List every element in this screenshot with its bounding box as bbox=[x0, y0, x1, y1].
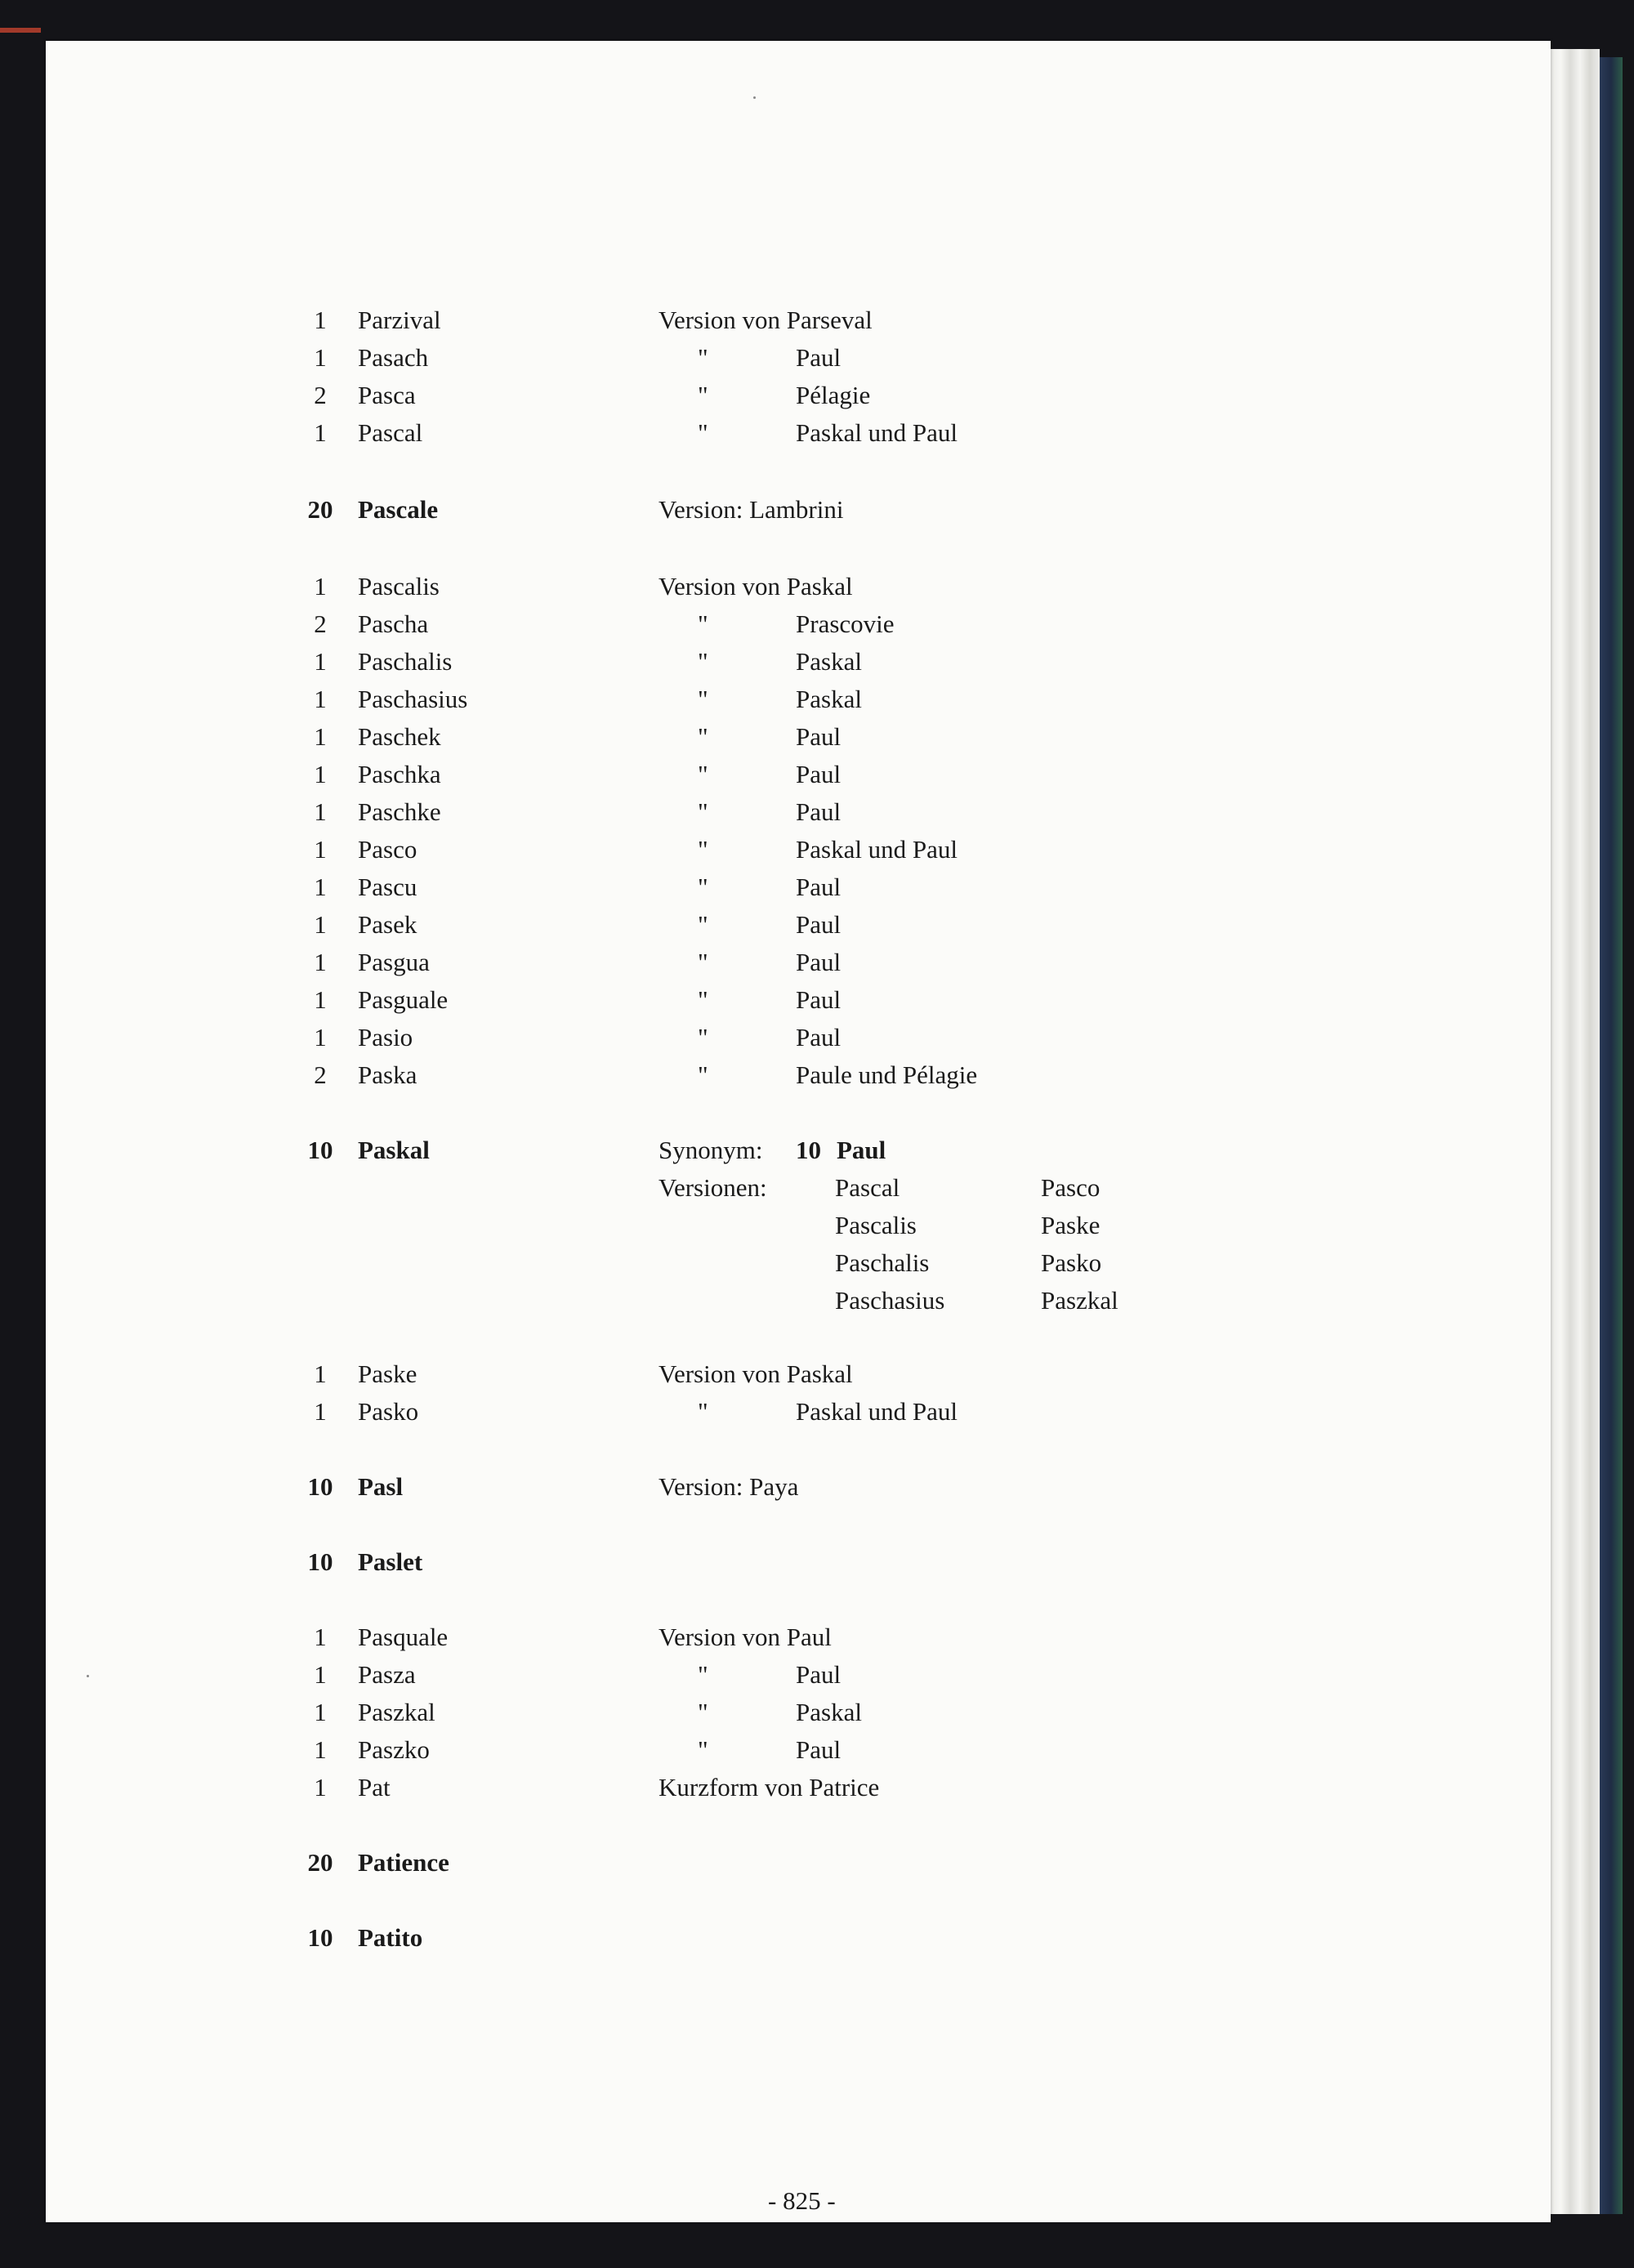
version-name: Pascal bbox=[835, 1173, 900, 1202]
entry-name: Paslet bbox=[358, 1547, 423, 1576]
entry-reference: Paskal und Paul bbox=[796, 1397, 958, 1426]
entry-count: 1 bbox=[314, 760, 327, 788]
entry-count: 10 bbox=[307, 1472, 333, 1501]
book-page bbox=[46, 41, 1551, 2222]
entry-name: Pasza bbox=[358, 1660, 416, 1689]
entry-name: Pasio bbox=[358, 1023, 413, 1051]
entry-reference: Paul bbox=[796, 797, 842, 826]
entry-reference: Kurzform von Patrice bbox=[659, 1773, 880, 1801]
entry-reference: Version von Paskal bbox=[659, 572, 853, 600]
entry-reference: Paul bbox=[796, 1735, 842, 1764]
version-name: Paszkal bbox=[1041, 1286, 1118, 1315]
entry-name: Paske bbox=[358, 1359, 417, 1388]
entry-count: 1 bbox=[314, 835, 327, 864]
entry-name: Pat bbox=[358, 1773, 391, 1801]
ditto-mark: " bbox=[698, 647, 708, 676]
entry-name: Paszkal bbox=[358, 1698, 435, 1726]
entry-name: Pasko bbox=[358, 1397, 419, 1426]
entry-name: Paskal bbox=[358, 1136, 430, 1164]
synonym-name: Paul bbox=[837, 1136, 886, 1164]
entry-count: 1 bbox=[314, 910, 327, 939]
synonym-count: 10 bbox=[796, 1136, 821, 1164]
ditto-mark: " bbox=[698, 948, 708, 976]
entry-name: Pascal bbox=[358, 418, 423, 447]
entry-reference: Paul bbox=[796, 873, 842, 901]
speck bbox=[87, 1675, 89, 1677]
ditto-mark: " bbox=[698, 1735, 708, 1764]
entry-name: Paszko bbox=[358, 1735, 430, 1764]
entry-reference: Paul bbox=[796, 985, 842, 1014]
entry-count: 20 bbox=[307, 1848, 333, 1877]
entry-count: 1 bbox=[314, 1623, 327, 1651]
entry-name: Pascha bbox=[358, 609, 429, 638]
entry-name: Paschasius bbox=[358, 685, 468, 713]
entry-reference: Paul bbox=[796, 722, 842, 751]
speck bbox=[753, 96, 756, 99]
ditto-mark: " bbox=[698, 343, 708, 372]
entry-name: Paska bbox=[358, 1060, 417, 1089]
entry-reference: Paul bbox=[796, 760, 842, 788]
entry-count: 1 bbox=[314, 797, 327, 826]
ditto-mark: " bbox=[698, 722, 708, 751]
entry-count: 1 bbox=[314, 1735, 327, 1764]
version-name: Paske bbox=[1041, 1211, 1100, 1239]
ditto-mark: " bbox=[698, 609, 708, 638]
entry-count: 2 bbox=[314, 1060, 327, 1089]
entry-count: 1 bbox=[314, 306, 327, 334]
version-name: Pasko bbox=[1041, 1248, 1102, 1277]
entry-reference: Version von Paskal bbox=[659, 1359, 853, 1388]
version-name: Paschasius bbox=[835, 1286, 945, 1315]
version-name: Pascalis bbox=[835, 1211, 917, 1239]
entry-name: Pasco bbox=[358, 835, 417, 864]
entry-count: 1 bbox=[314, 685, 327, 713]
ditto-mark: " bbox=[698, 685, 708, 713]
ditto-mark: " bbox=[698, 910, 708, 939]
entry-name: Pasquale bbox=[358, 1623, 449, 1651]
entry-reference: Pélagie bbox=[796, 381, 871, 409]
ditto-mark: " bbox=[698, 1023, 708, 1051]
entry-name: Pascalis bbox=[358, 572, 440, 600]
entry-count: 1 bbox=[314, 722, 327, 751]
entry-reference: Paul bbox=[796, 948, 842, 976]
entry-count: 10 bbox=[307, 1136, 333, 1164]
entry-reference: Paskal bbox=[796, 685, 862, 713]
entry-name: Pascu bbox=[358, 873, 417, 901]
entry-reference: Paskal und Paul bbox=[796, 418, 958, 447]
ditto-mark: " bbox=[698, 797, 708, 826]
entry-count: 2 bbox=[314, 609, 327, 638]
entry-reference: Paul bbox=[796, 1660, 842, 1689]
entry-count: 1 bbox=[314, 1359, 327, 1388]
entry-name: Paschke bbox=[358, 797, 441, 826]
entry-name: Pascale bbox=[358, 495, 439, 524]
entry-count: 1 bbox=[314, 948, 327, 976]
entry-reference: Prascovie bbox=[796, 609, 895, 638]
entry-name: Pasguale bbox=[358, 985, 449, 1014]
page-number: - 825 - bbox=[768, 2186, 836, 2215]
entry-count: 1 bbox=[314, 572, 327, 600]
ditto-mark: " bbox=[698, 760, 708, 788]
ditto-mark: " bbox=[698, 418, 708, 447]
ditto-mark: " bbox=[698, 381, 708, 409]
entry-reference: Paul bbox=[796, 343, 842, 372]
entry-name: Pasgua bbox=[358, 948, 430, 976]
ditto-mark: " bbox=[698, 873, 708, 901]
entry-count: 1 bbox=[314, 647, 327, 676]
entry-name: Patience bbox=[358, 1848, 449, 1877]
entry-reference: Paskal und Paul bbox=[796, 835, 958, 864]
entry-count: 10 bbox=[307, 1923, 333, 1952]
ditto-mark: " bbox=[698, 1660, 708, 1689]
version-name: Pasco bbox=[1041, 1173, 1100, 1202]
entry-name: Paschalis bbox=[358, 647, 453, 676]
versions-label: Versionen: bbox=[659, 1173, 767, 1202]
entry-reference: Paskal bbox=[796, 1698, 862, 1726]
entry-count: 1 bbox=[314, 985, 327, 1014]
page-stack-edge bbox=[1551, 49, 1600, 2214]
entry-name: Pasach bbox=[358, 343, 429, 372]
entry-name: Pasl bbox=[358, 1472, 404, 1501]
entry-count: 1 bbox=[314, 1698, 327, 1726]
entry-count: 20 bbox=[307, 495, 333, 524]
entry-count: 2 bbox=[314, 381, 327, 409]
entry-count: 1 bbox=[314, 1773, 327, 1801]
ditto-mark: " bbox=[698, 1060, 708, 1089]
entry-name: Patito bbox=[358, 1923, 423, 1952]
entry-reference: Paul bbox=[796, 910, 842, 939]
entry-reference: Paul bbox=[796, 1023, 842, 1051]
entry-name: Pasek bbox=[358, 910, 417, 939]
book-edge-mark bbox=[0, 28, 41, 33]
entry-name: Pasca bbox=[358, 381, 416, 409]
entry-reference: Version: Lambrini bbox=[659, 495, 844, 524]
entry-reference: Version: Paya bbox=[659, 1472, 799, 1501]
entry-reference: Paule und Pélagie bbox=[796, 1060, 978, 1089]
entry-count: 1 bbox=[314, 1397, 327, 1426]
entry-name: Parzival bbox=[358, 306, 441, 334]
entry-count: 1 bbox=[314, 873, 327, 901]
entry-name: Paschka bbox=[358, 760, 441, 788]
ditto-mark: " bbox=[698, 1698, 708, 1726]
book-cover-edge bbox=[1600, 57, 1623, 2214]
entry-reference: Paskal bbox=[796, 647, 862, 676]
entry-count: 1 bbox=[314, 343, 327, 372]
entry-count: 10 bbox=[307, 1547, 333, 1576]
entry-reference: Version von Parseval bbox=[659, 306, 873, 334]
entry-count: 1 bbox=[314, 418, 327, 447]
ditto-mark: " bbox=[698, 835, 708, 864]
ditto-mark: " bbox=[698, 1397, 708, 1426]
synonym-label: Synonym: bbox=[659, 1136, 763, 1164]
entry-count: 1 bbox=[314, 1023, 327, 1051]
version-name: Paschalis bbox=[835, 1248, 930, 1277]
entry-reference: Version von Paul bbox=[659, 1623, 832, 1651]
entry-count: 1 bbox=[314, 1660, 327, 1689]
ditto-mark: " bbox=[698, 985, 708, 1014]
entry-name: Paschek bbox=[358, 722, 441, 751]
